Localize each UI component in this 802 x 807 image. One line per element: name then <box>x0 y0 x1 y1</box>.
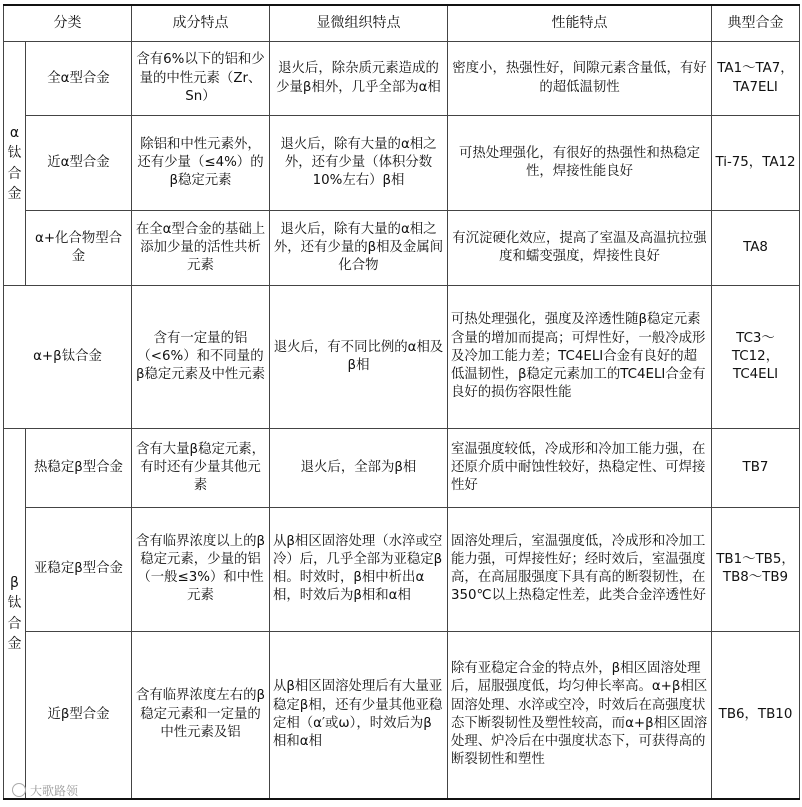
typical-alloy-cell: TB7 <box>712 429 800 508</box>
microstructure-cell: 退火后，除有大量的α相之外，还有少量的β相及金属间化合物 <box>270 211 448 286</box>
watermark <box>12 782 78 799</box>
typical-alloy-cell: TA1～TA7，TA7ELI <box>712 42 800 116</box>
alloy-type: 亚稳定β型合金 <box>26 507 132 631</box>
alloy-type: α+β钛合金 <box>4 285 132 428</box>
header-microstructure: 显微组织特点 <box>270 5 448 42</box>
performance-cell: 固溶处理后，室温强度低，冷成形和冷加工能力强，可焊接性好；经时效后，室温强度高，在高屈服强度下具有高的断裂韧性，在350℃以上热稳定性差，此类合金淬透性好 <box>448 507 712 631</box>
table-header-row <box>4 5 800 42</box>
alloy-type: 热稳定β型合金 <box>26 429 132 508</box>
table-row <box>4 115 800 210</box>
composition-cell: 含有大量β稳定元素，有时还有少量其他元素 <box>132 429 270 508</box>
typical-alloy-cell: TB1～TB5，TB8～TB9 <box>712 507 800 631</box>
header-performance: 性能特点 <box>448 5 712 42</box>
group-alpha-titanium: α 钛 合 金 <box>4 42 26 286</box>
watermark-text: 大歌路领 <box>30 784 79 798</box>
header-composition: 成分特点 <box>132 5 270 42</box>
performance-cell: 密度小，热强性好，间隙元素含量低，有好的超低温韧性 <box>448 42 712 116</box>
watermark-logo-icon <box>12 783 26 797</box>
microstructure-cell: 退火后，除杂质元素造成的少量β相外，几乎全部为α相 <box>270 42 448 116</box>
microstructure-cell: 退火后，全部为β相 <box>270 429 448 508</box>
performance-cell: 可热处理强化，有很好的热强性和热稳定性，焊接性能良好 <box>448 115 712 210</box>
alloy-type: 近α型合金 <box>26 115 132 210</box>
typical-alloy-cell: TC3～TC12，TC4ELI <box>712 285 800 428</box>
table-row <box>4 507 800 631</box>
performance-cell: 除有亚稳定合金的特点外，β相区固溶处理后，屈服强度低，均匀伸长率高。α+β相区固溶处理、水淬或空冷，时效后在高强度状态下断裂韧性及塑性较高，而α+β相区固溶处理、炉冷后在中强度状态下，可获得高的断裂韧性和塑性 <box>448 631 712 799</box>
composition-cell: 含有6%以下的铝和少量的中性元素（Zr、Sn） <box>132 42 270 116</box>
header-category: 分类 <box>4 5 132 42</box>
alloy-type: 全α型合金 <box>26 42 132 116</box>
header-typical-alloy: 典型合金 <box>712 5 800 42</box>
titanium-alloy-table <box>3 4 800 800</box>
composition-cell: 含有一定量的铝（<6%）和不同量的β稳定元素及中性元素 <box>132 285 270 428</box>
composition-cell: 在全α型合金的基础上添加少量的活性共析元素 <box>132 211 270 286</box>
microstructure-cell: 从β相区固溶处理（水淬或空冷）后，几乎全部为亚稳定β相。时效时，β相中析出α相，时效后为β相和α相 <box>270 507 448 631</box>
typical-alloy-cell: TB6，TB10 <box>712 631 800 799</box>
alloy-type: 近β型合金 <box>26 631 132 799</box>
typical-alloy-cell: TA8 <box>712 211 800 286</box>
typical-alloy-cell: Ti-75，TA12 <box>712 115 800 210</box>
table-row <box>4 42 800 116</box>
microstructure-cell: 从β相区固溶处理后有大量亚稳定β相，还有少量其他亚稳定相（α′或ω），时效后为β相和α相 <box>270 631 448 799</box>
performance-cell: 有沉淀硬化效应，提高了室温及高温抗拉强度和蠕变强度，焊接性良好 <box>448 211 712 286</box>
alloy-type: α+化合物型合金 <box>26 211 132 286</box>
microstructure-cell: 退火后，除有大量的α相之外，还有少量（体积分数10%左右）β相 <box>270 115 448 210</box>
composition-cell: 含有临界浓度以上的β稳定元素，少量的铝（一般≤3%）和中性元素 <box>132 507 270 631</box>
table-row <box>4 211 800 286</box>
table-row <box>4 631 800 799</box>
table-row <box>4 285 800 428</box>
performance-cell: 可热处理强化，强度及淬透性随β稳定元素含量的增加而提高；可焊性好，一般冷成形及冷加工能力差；TC4ELI合金有良好的超低温韧性，β稳定元素加工的TC4ELI合金有良好的损伤容限性能 <box>448 285 712 428</box>
microstructure-cell: 退火后，有不同比例的α相及β相 <box>270 285 448 428</box>
table-row <box>4 429 800 508</box>
performance-cell: 室温强度较低，冷成形和冷加工能力强，在还原介质中耐蚀性较好，热稳定性、可焊接性好 <box>448 429 712 508</box>
composition-cell: 除铝和中性元素外，还有少量（≤4%）的β稳定元素 <box>132 115 270 210</box>
composition-cell: 含有临界浓度左右的β稳定元素和一定量的中性元素及铝 <box>132 631 270 799</box>
group-beta-titanium: β 钛 合 金 <box>4 429 26 799</box>
